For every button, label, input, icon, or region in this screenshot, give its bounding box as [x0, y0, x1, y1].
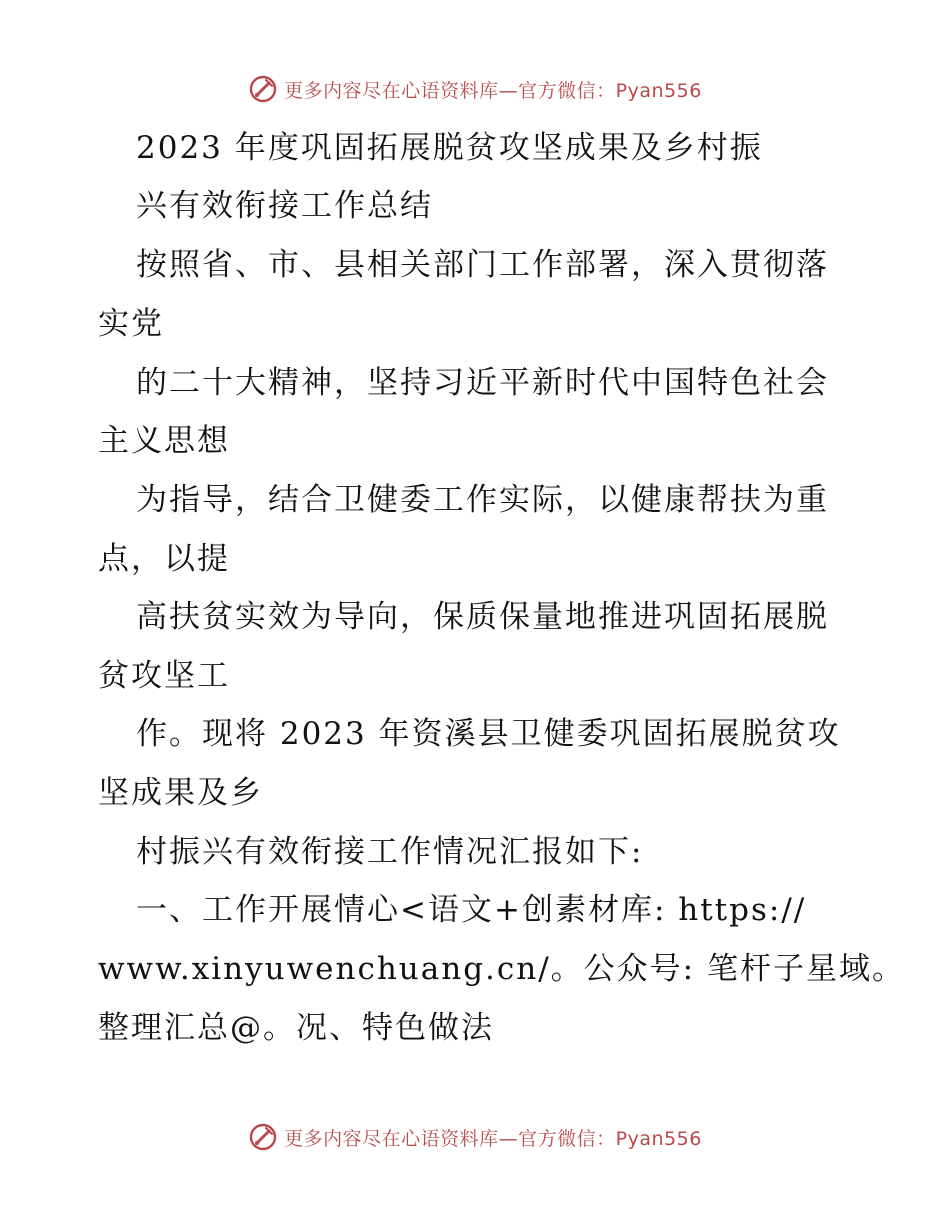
header-banner-text: 更多内容尽在心语资料库—官方微信：Pyan556: [284, 79, 702, 102]
paragraph-line: 的二十大精神，坚持习近平新时代中国特色社会: [136, 365, 829, 401]
paragraph-line: 整理汇总@。况、特色做法: [98, 1010, 494, 1046]
title-line-2: 兴有效衔接工作总结: [136, 188, 433, 224]
footer-banner: [0, 1122, 950, 1152]
footer-banner-text: 更多内容尽在心语资料库—官方微信：Pyan556: [284, 1127, 702, 1150]
paragraph-line: 贫攻坚工: [98, 658, 230, 694]
paragraph-line: 主义思想: [98, 423, 230, 459]
paragraph-line: 作。现将 2023 年资溪县卫健委巩固拓展脱贫攻: [136, 716, 841, 752]
brand-logo-icon: [248, 74, 278, 104]
paragraph-line: 为指导，结合卫健委工作实际，以健康帮扶为重: [136, 482, 829, 518]
paragraph-line: 实党: [98, 306, 164, 342]
paragraph-line: 高扶贫实效为导向，保质保量地推进巩固拓展脱: [136, 599, 829, 635]
paragraph-line: 点，以提: [98, 541, 230, 577]
header-banner: [0, 74, 950, 104]
paragraph-line: 村振兴有效衔接工作情况汇报如下:: [136, 834, 644, 870]
paragraph-line: 一、工作开展情心<语文+创素材库: https://: [136, 892, 807, 928]
paragraph-line: 按照省、市、县相关部门工作部署，深入贯彻落: [136, 247, 829, 283]
brand-logo-icon: [248, 1122, 278, 1152]
title-line-1: 2023 年度巩固拓展脱贫攻坚成果及乡村振: [136, 130, 763, 166]
paragraph-line: www.xinyuwenchuang.cn/。公众号: 笔杆子星域。: [98, 951, 905, 987]
paragraph-line: 坚成果及乡: [98, 775, 263, 811]
